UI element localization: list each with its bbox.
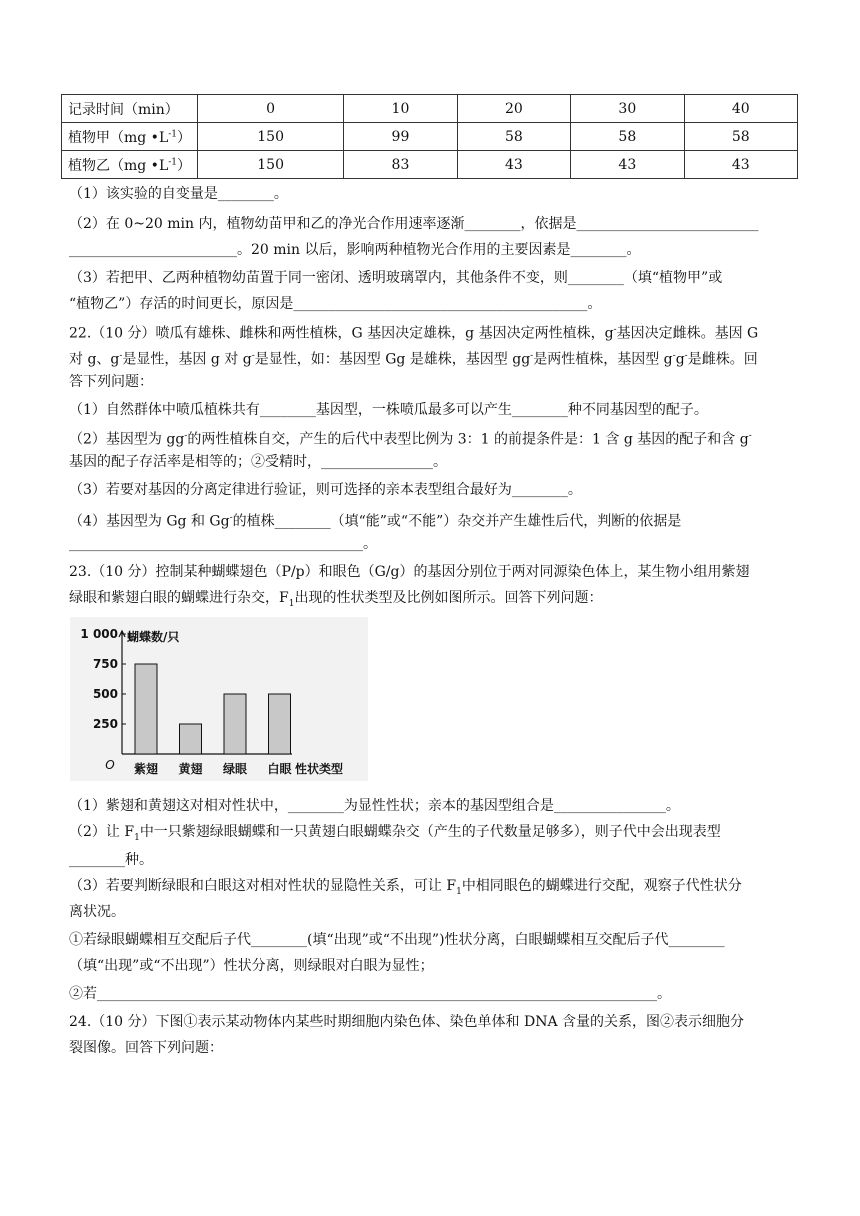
- q21-line: （1）该实验的自变量是________。: [69, 186, 288, 202]
- table-cell: 58: [457, 123, 570, 151]
- y-tick-label: 1 000: [80, 627, 118, 641]
- origin-label: O: [105, 758, 115, 772]
- table-row: [62, 123, 798, 151]
- bar: [269, 694, 291, 754]
- q21-line: （3）若把甲、乙两种植物幼苗置于同一密闭、透明玻璃罩内，其他条件不变，则________（填“植物甲”或: [69, 270, 723, 286]
- table-cell: 58: [684, 123, 797, 151]
- q23-line: ①若绿眼蝴蝶相互交配后子代________(填“出现”或“不出现”)性状分离，白眼蝴蝶相互交配后子代________: [69, 932, 725, 948]
- table-cell: 43: [684, 151, 797, 179]
- table-cell: 植物甲（mg $•L^{-1}$）: [62, 123, 198, 151]
- x-axis-label: 性状类型: [295, 762, 344, 776]
- table-cell: 植物乙（mg $•L^{-1}$）: [62, 151, 198, 179]
- table-cell: 58: [571, 123, 684, 151]
- x-tick-label: 白眼: [267, 762, 292, 776]
- y-axis-label: 蝴蝶数/只: [127, 630, 180, 644]
- q23-line: ________种。: [69, 852, 153, 868]
- q22-line: （2）基因型为 gg-的两性植株自交，产生的后代中表型比例为 3：1 的前提条件是：1 含 g 基因的配子和含 g-: [69, 431, 752, 448]
- x-tick-label: 黄翅: [178, 762, 203, 776]
- q23-line: ②若________________________________________________________________________________。: [69, 986, 671, 1002]
- q24-line: 24.（10 分）下图①表示某动物体内某些时期细胞内染色体、染色单体和 DNA 含量的关系，图②表示细胞分: [69, 1014, 745, 1030]
- q23-line: 离状况。: [69, 904, 125, 920]
- table-cell: 43: [571, 151, 684, 179]
- table-cell: 150: [198, 123, 344, 151]
- table-cell: 40: [684, 95, 797, 123]
- bar: [135, 664, 157, 754]
- table-cell: 30: [571, 95, 684, 123]
- q21-line: “植物乙”）存活的时间更长，原因是__________________________________________。: [69, 296, 602, 312]
- q23-line: （2）让 $F_1$中一只紫翅绿眼蝴蝶和一只黄翅白眼蝴蝶杂交（产生的子代数量足够多），则子代中会出现表型: [69, 824, 721, 843]
- q23-line: （1）紫翅和黄翅这对相对性状中，________为显性性状；亲本的基因型组合是________________。: [69, 798, 680, 814]
- y-tick-label: 250: [92, 717, 118, 731]
- table-cell: 150: [198, 151, 344, 179]
- butterfly-bar-chart: [70, 617, 368, 781]
- q23-line: （3）若要判断绿眼和白眼这对相对性状的显隐性关系，可让 $F_1$中相同眼色的蝴蝶进行交配，观察子代性状分: [69, 878, 742, 897]
- table-cell: 10: [344, 95, 457, 123]
- bar: [224, 694, 246, 754]
- table-row: [62, 95, 798, 123]
- q22-line: 答下列问题：: [69, 374, 153, 390]
- q23-line: 绿眼和紫翅白眼的蝴蝶进行杂交，$F_1$出现的性状类型及比例如图所示。回答下列问题：: [69, 590, 603, 609]
- x-tick-label: 紫翅: [133, 762, 159, 776]
- y-tick-label: 750: [92, 657, 118, 671]
- q22-line: 22.（10 分）喷瓜有雄株、雌株和两性植株，G 基因决定雄株，g 基因决定两性植株，g-基因决定雌株。基因 G: [69, 325, 759, 342]
- y-tick-label: 500: [92, 687, 118, 701]
- x-tick-label: 绿眼: [222, 762, 248, 776]
- table-cell: 记录时间（min）: [62, 95, 198, 123]
- q24-line: 裂图像。回答下列问题：: [69, 1040, 223, 1056]
- q22-line: （1）自然群体中喷瓜植株共有________基因型，一株喷瓜最多可以产生________种不同基因型的配子。: [69, 402, 708, 418]
- table-cell: 20: [457, 95, 570, 123]
- data-table: [61, 94, 798, 179]
- q23-line: 23.（10 分）控制某种蝴蝶翅色（P/p）和眼色（G/g）的基因分别位于两对同源染色体上，某生物小组用紫翅: [69, 564, 750, 580]
- q22-line: 基因的配子存活率是相等的；②受精时，________________。: [69, 454, 447, 470]
- q22-line: __________________________________________。: [69, 536, 377, 552]
- chart-svg: [70, 617, 368, 781]
- table-cell: 0: [198, 95, 344, 123]
- q22-line: （4）基因型为 Gg 和 Gg-的植株________（填“能”或“不能”）杂交并产生雄性后代，判断的依据是: [69, 513, 682, 530]
- table-cell: 83: [344, 151, 457, 179]
- q21-line: ________________________。20 min 以后，影响两种植物光合作用的主要因素是________。: [69, 242, 641, 258]
- q23-line: （填“出现”或“不出现”）性状分离，则绿眼对白眼为显性；: [69, 958, 434, 974]
- table-row: [62, 151, 798, 179]
- q21-line: （2）在 0~20 min 内，植物幼苗甲和乙的净光合作用速率逐渐________，依据是__________________________: [69, 216, 759, 232]
- table-cell: 43: [457, 151, 570, 179]
- q22-line: （3）若要对基因的分离定律进行验证，则可选择的亲本表型组合最好为________。: [69, 482, 582, 498]
- q22-line: 对 g、g-是显性，基因 g 对 g-是显性，如：基因型 Gg 是雄株，基因型 gg-是两性植株，基因型 g-g-是雌株。回: [69, 351, 758, 368]
- bar: [180, 724, 202, 754]
- table-cell: 99: [344, 123, 457, 151]
